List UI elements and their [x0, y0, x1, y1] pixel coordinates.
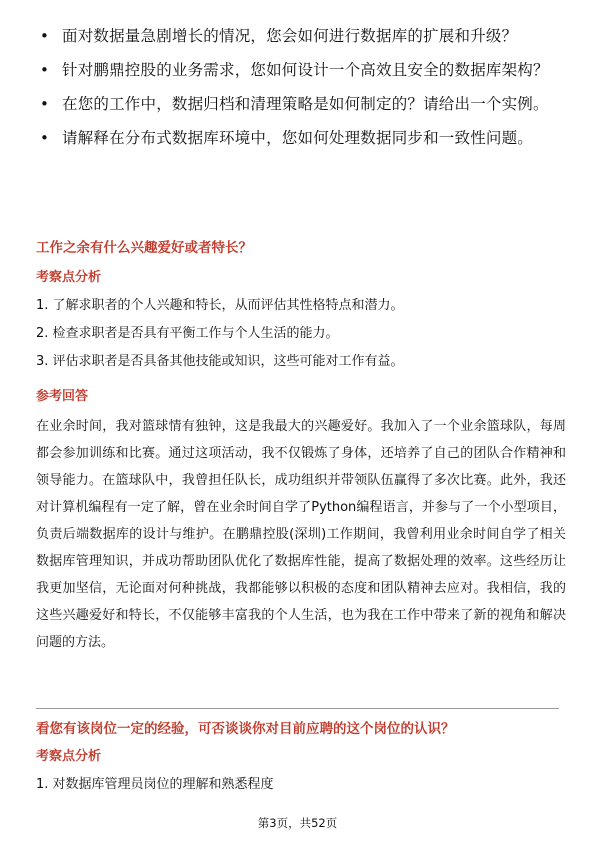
bullet-text: 请解释在分布式数据库环境中，您如何处理数据同步和一致性问题。 — [62, 129, 534, 147]
analysis-heading: 考察点分析 — [36, 749, 102, 764]
page-number: 第3页，共52页 — [257, 816, 338, 830]
bullet-text: 面对数据量急剧增长的情况，您会如何进行数据库的扩展和升级？ — [62, 27, 518, 45]
answer-paragraph: 在业余时间，我对篮球情有独钟，这是我最大的兴趣爱好。我加入了一个业余篮球队，每周都会参加训练和比赛。通过这项活动，我不仅锻炼了身体，还培养了自己的团队合作精神和领导能力。在篮球队中，我曾担任队长，成功组织并带领队伍赢得了多次比赛。此外，我还对计算机编程有一定了解，曾在业余时间自学了Python编程语言，并参与了一个小型项目，负责后端数据库的设计与维护。在鹏鼎控股(深圳)工作期间，我曾利用业余时间自学了相关数据库管理知识，并成功帮助团队优化了数据库性能，提高了数据处理的效率。这些经历让我更加坚信，无论面对何种挑战，我都能够以积极的态度和团队精神去应对。我相信，我的这些兴趣爱好和特长，不仅能够丰富我的个人生活，也为我在工作中带来了新的视角和解决问题的方法。 — [36, 419, 566, 650]
list-item — [40, 92, 560, 117]
question-title: 看您有该岗位一定的经验，可否谈谈你对目前应聘的这个岗位的认识？ — [36, 721, 455, 737]
answer-heading: 参考回答 — [36, 389, 89, 404]
bullet-marker: • — [40, 95, 49, 113]
analysis-heading: 考察点分析 — [36, 270, 102, 285]
bullet-marker: • — [40, 27, 49, 45]
analysis-point: 1. 了解求职者的个人兴趣和特长，从而评估其性格特点和潜力。 — [36, 298, 404, 313]
question-bullet-list — [40, 24, 560, 160]
list-item — [40, 58, 560, 83]
analysis-point: 2. 检查求职者是否具有平衡工作与个人生活的能力。 — [36, 326, 339, 341]
bullet-text: 针对鹏鼎控股的业务需求，您如何设计一个高效且安全的数据库架构？ — [62, 61, 549, 79]
analysis-point: 1. 对数据库管理员岗位的理解和熟悉程度 — [36, 777, 274, 792]
section-divider — [36, 708, 559, 709]
question-title: 工作之余有什么兴趣爱好或者特长？ — [36, 240, 252, 256]
list-item — [40, 126, 560, 151]
bullet-text: 在您的工作中，数据归档和清理策略是如何制定的？请给出一个实例。 — [62, 95, 549, 113]
bullet-marker: • — [40, 61, 49, 79]
list-item — [40, 24, 560, 49]
bullet-marker: • — [40, 129, 49, 147]
analysis-point: 3. 评估求职者是否具备其他技能或知识，这些可能对工作有益。 — [36, 354, 404, 369]
